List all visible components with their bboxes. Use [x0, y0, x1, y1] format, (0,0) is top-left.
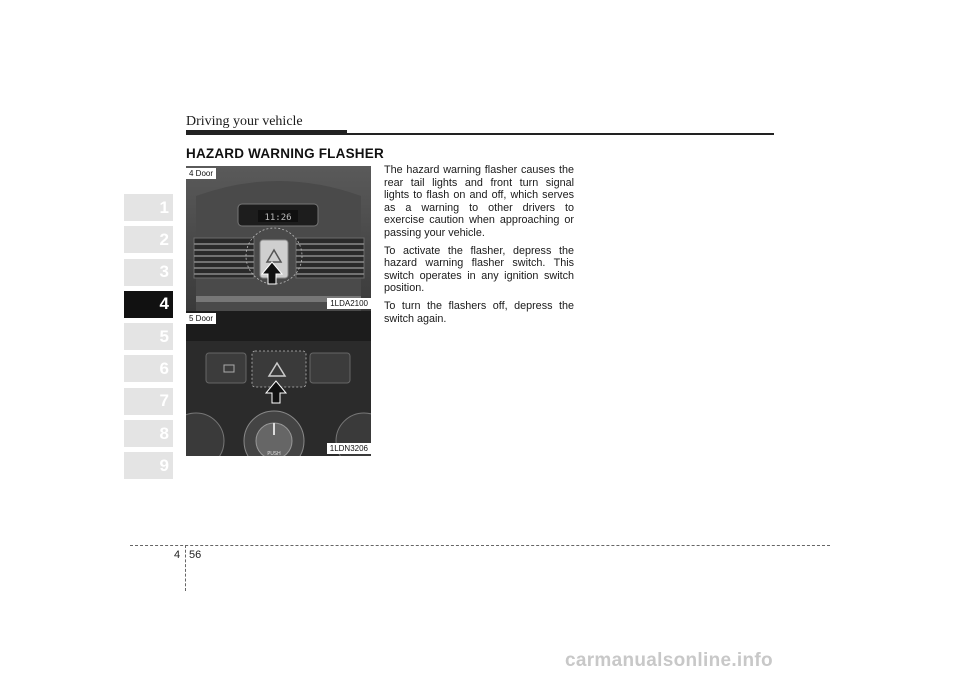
- figure-4-door-photo: [186, 166, 371, 311]
- chapter-tab-4[interactable]: 4: [124, 291, 173, 318]
- paragraph-3: To turn the flashers off, depress the switch again.: [384, 299, 574, 325]
- clock-display: 11:26: [264, 213, 292, 223]
- header-title: Driving your vehicle: [186, 114, 303, 129]
- figure-4-door-label: 4 Door: [186, 168, 216, 179]
- push-label: PUSH: [267, 451, 281, 456]
- figure-5-door-code: 1LDN3206: [327, 443, 371, 454]
- chapter-tab-9[interactable]: 9: [124, 452, 173, 479]
- footer-divider: [185, 545, 186, 591]
- chapter-tab-3[interactable]: 3: [124, 259, 173, 286]
- chapter-tab-5[interactable]: 5: [124, 323, 173, 350]
- chapter-tab-6[interactable]: 6: [124, 355, 173, 382]
- chapter-tab-1[interactable]: 1: [124, 194, 173, 221]
- header-rule-thin: [347, 133, 774, 135]
- section-heading: HAZARD WARNING FLASHER: [186, 146, 384, 161]
- body-text: [384, 164, 574, 330]
- figure-5-door-label: 5 Door: [186, 313, 216, 324]
- watermark: carmanualsonline.info: [565, 650, 773, 671]
- header-rule-thick: [186, 130, 347, 135]
- figure-4-door: [186, 166, 371, 311]
- chapter-tab-8[interactable]: 8: [124, 420, 173, 447]
- footer-rule: [130, 545, 830, 546]
- figure-5-door: [186, 311, 371, 456]
- figure-5-door-photo: [186, 311, 371, 456]
- chapter-tab-7[interactable]: 7: [124, 388, 173, 415]
- paragraph-2: To activate the flasher, depress the hazard warning flasher switch. This switch operates in any ignition switch position.: [384, 244, 574, 295]
- chapter-tab-2[interactable]: 2: [124, 226, 173, 253]
- footer-chapter-number: 4: [174, 549, 181, 561]
- footer-page-number: 56: [189, 549, 202, 561]
- chapter-tabs: [124, 194, 173, 485]
- figure-4-door-code: 1LDA2100: [327, 298, 371, 309]
- paragraph-1: The hazard warning flasher causes the rear tail lights and front turn signal lights to flash on and off, which serves as a warning to other drivers to exercise caution when approaching or passing your vehicle.: [384, 164, 574, 239]
